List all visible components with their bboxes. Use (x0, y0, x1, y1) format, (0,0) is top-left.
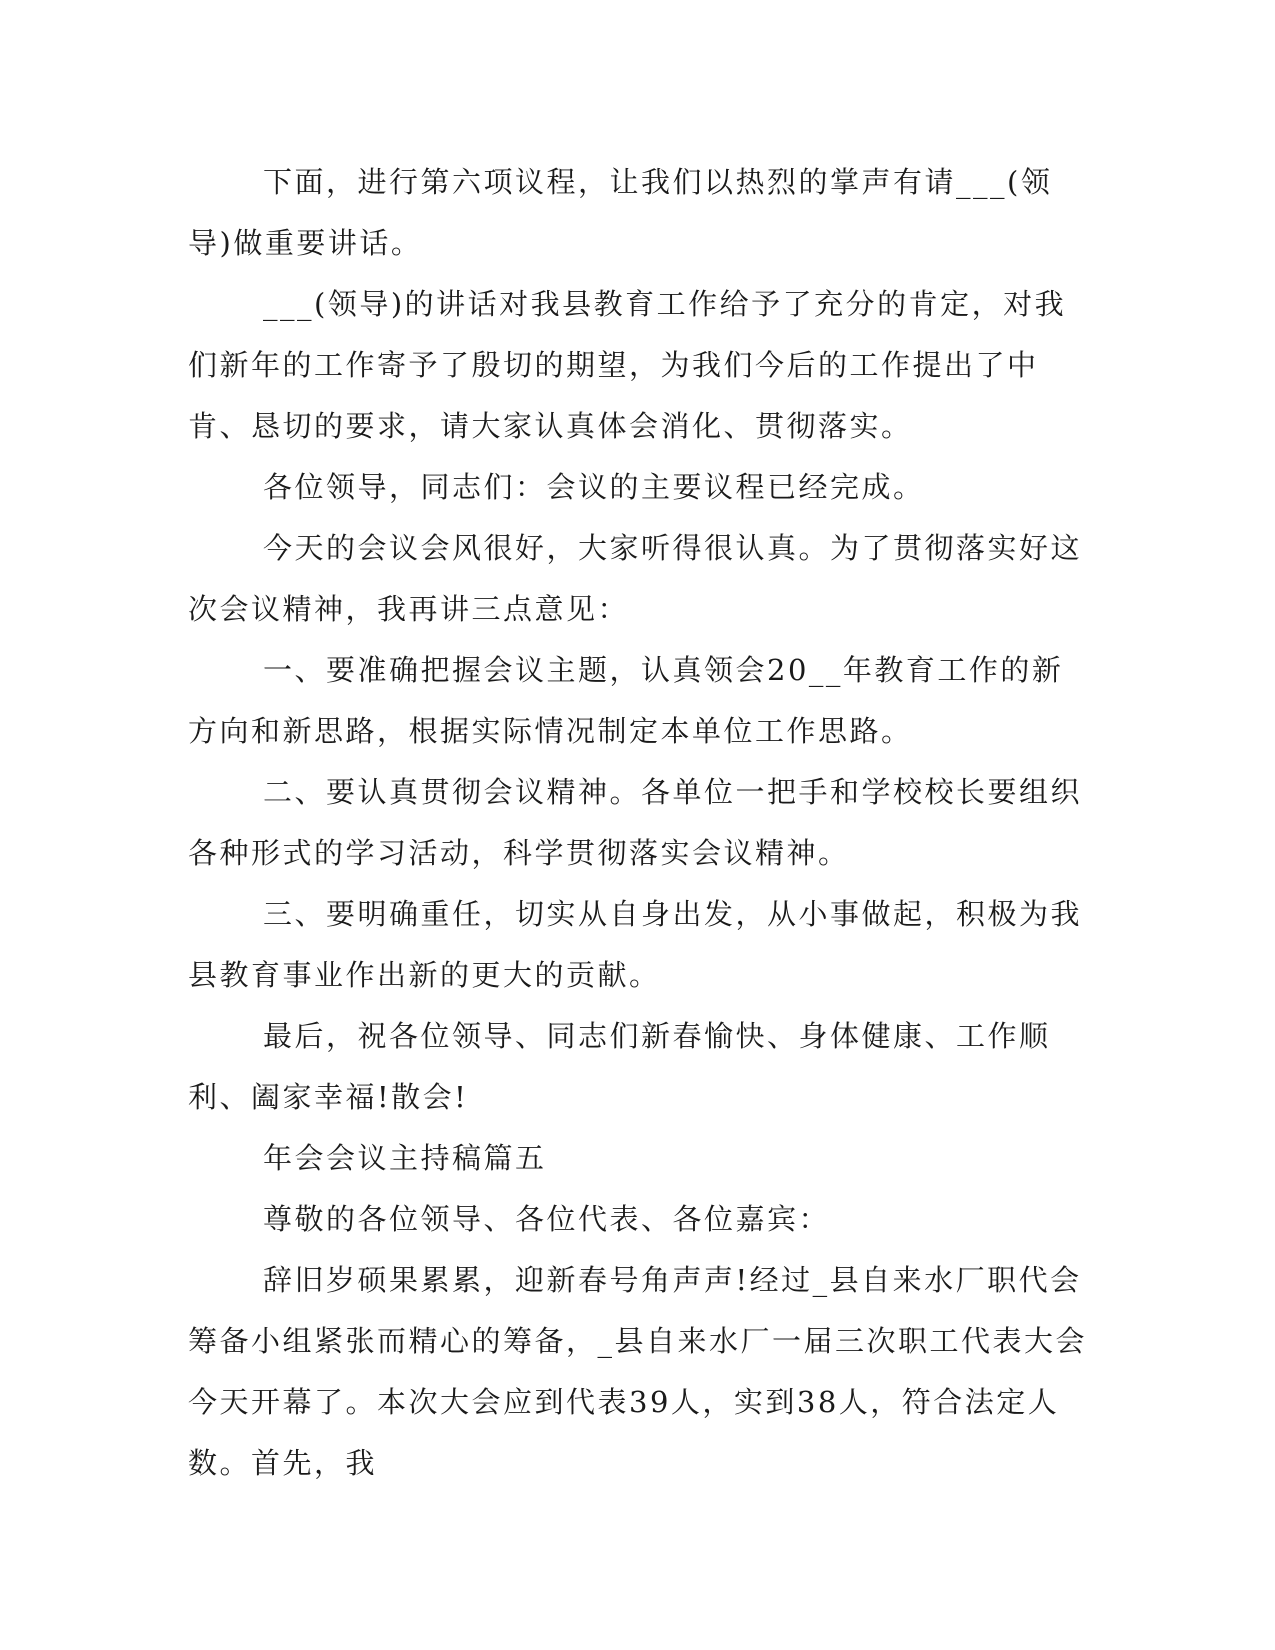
paragraph-three-points-intro: 今天的会议会风很好，大家听得很认真。为了贯彻落实好这次会议精神，我再讲三点意见： (188, 531, 1083, 626)
paragraph-closing-wishes: 最后，祝各位领导、同志们新春愉快、身体健康、工作顺利、阖家幸福!散会! (188, 1019, 1051, 1114)
paragraph-point-two: 二、要认真贯彻会议精神。各单位一把手和学校校长要组织各种形式的学习活动，科学贯彻落实会议精神。 (188, 775, 1083, 870)
document-page (188, 152, 1088, 1494)
paragraph-opening: 辞旧岁硕果累累，迎新春号角声声!经过_县自来水厂职代会筹备小组紧张而精心的筹备，_县自来水厂一届三次职工代表大会今天开幕了。本次大会应到代表39人，实到38人，符合法定人数。首先，我 (188, 1263, 1088, 1480)
paragraph-agenda-six: 下面，进行第六项议程，让我们以热烈的掌声有请___(领导)做重要讲话。 (188, 165, 1053, 260)
paragraph-salutation: 尊敬的各位领导、各位代表、各位嘉宾： (263, 1202, 831, 1236)
section-heading: 年会会议主持稿篇五 (263, 1141, 547, 1175)
paragraph-agenda-complete: 各位领导，同志们：会议的主要议程已经完成。 (263, 470, 925, 504)
paragraph-point-one: 一、要准确把握会议主题，认真领会20__年教育工作的新方向和新思路，根据实际情况制定本单位工作思路。 (188, 653, 1064, 748)
paragraph-point-three: 三、要明确重任，切实从自身出发，从小事做起，积极为我县教育事业作出新的更大的贡献。 (188, 897, 1083, 992)
paragraph-leader-speech-summary: ___(领导)的讲话对我县教育工作给予了充分的肯定，对我们新年的工作寄予了殷切的期望，为我们今后的工作提出了中肯、恳切的要求，请大家认真体会消化、贯彻落实。 (188, 287, 1067, 443)
